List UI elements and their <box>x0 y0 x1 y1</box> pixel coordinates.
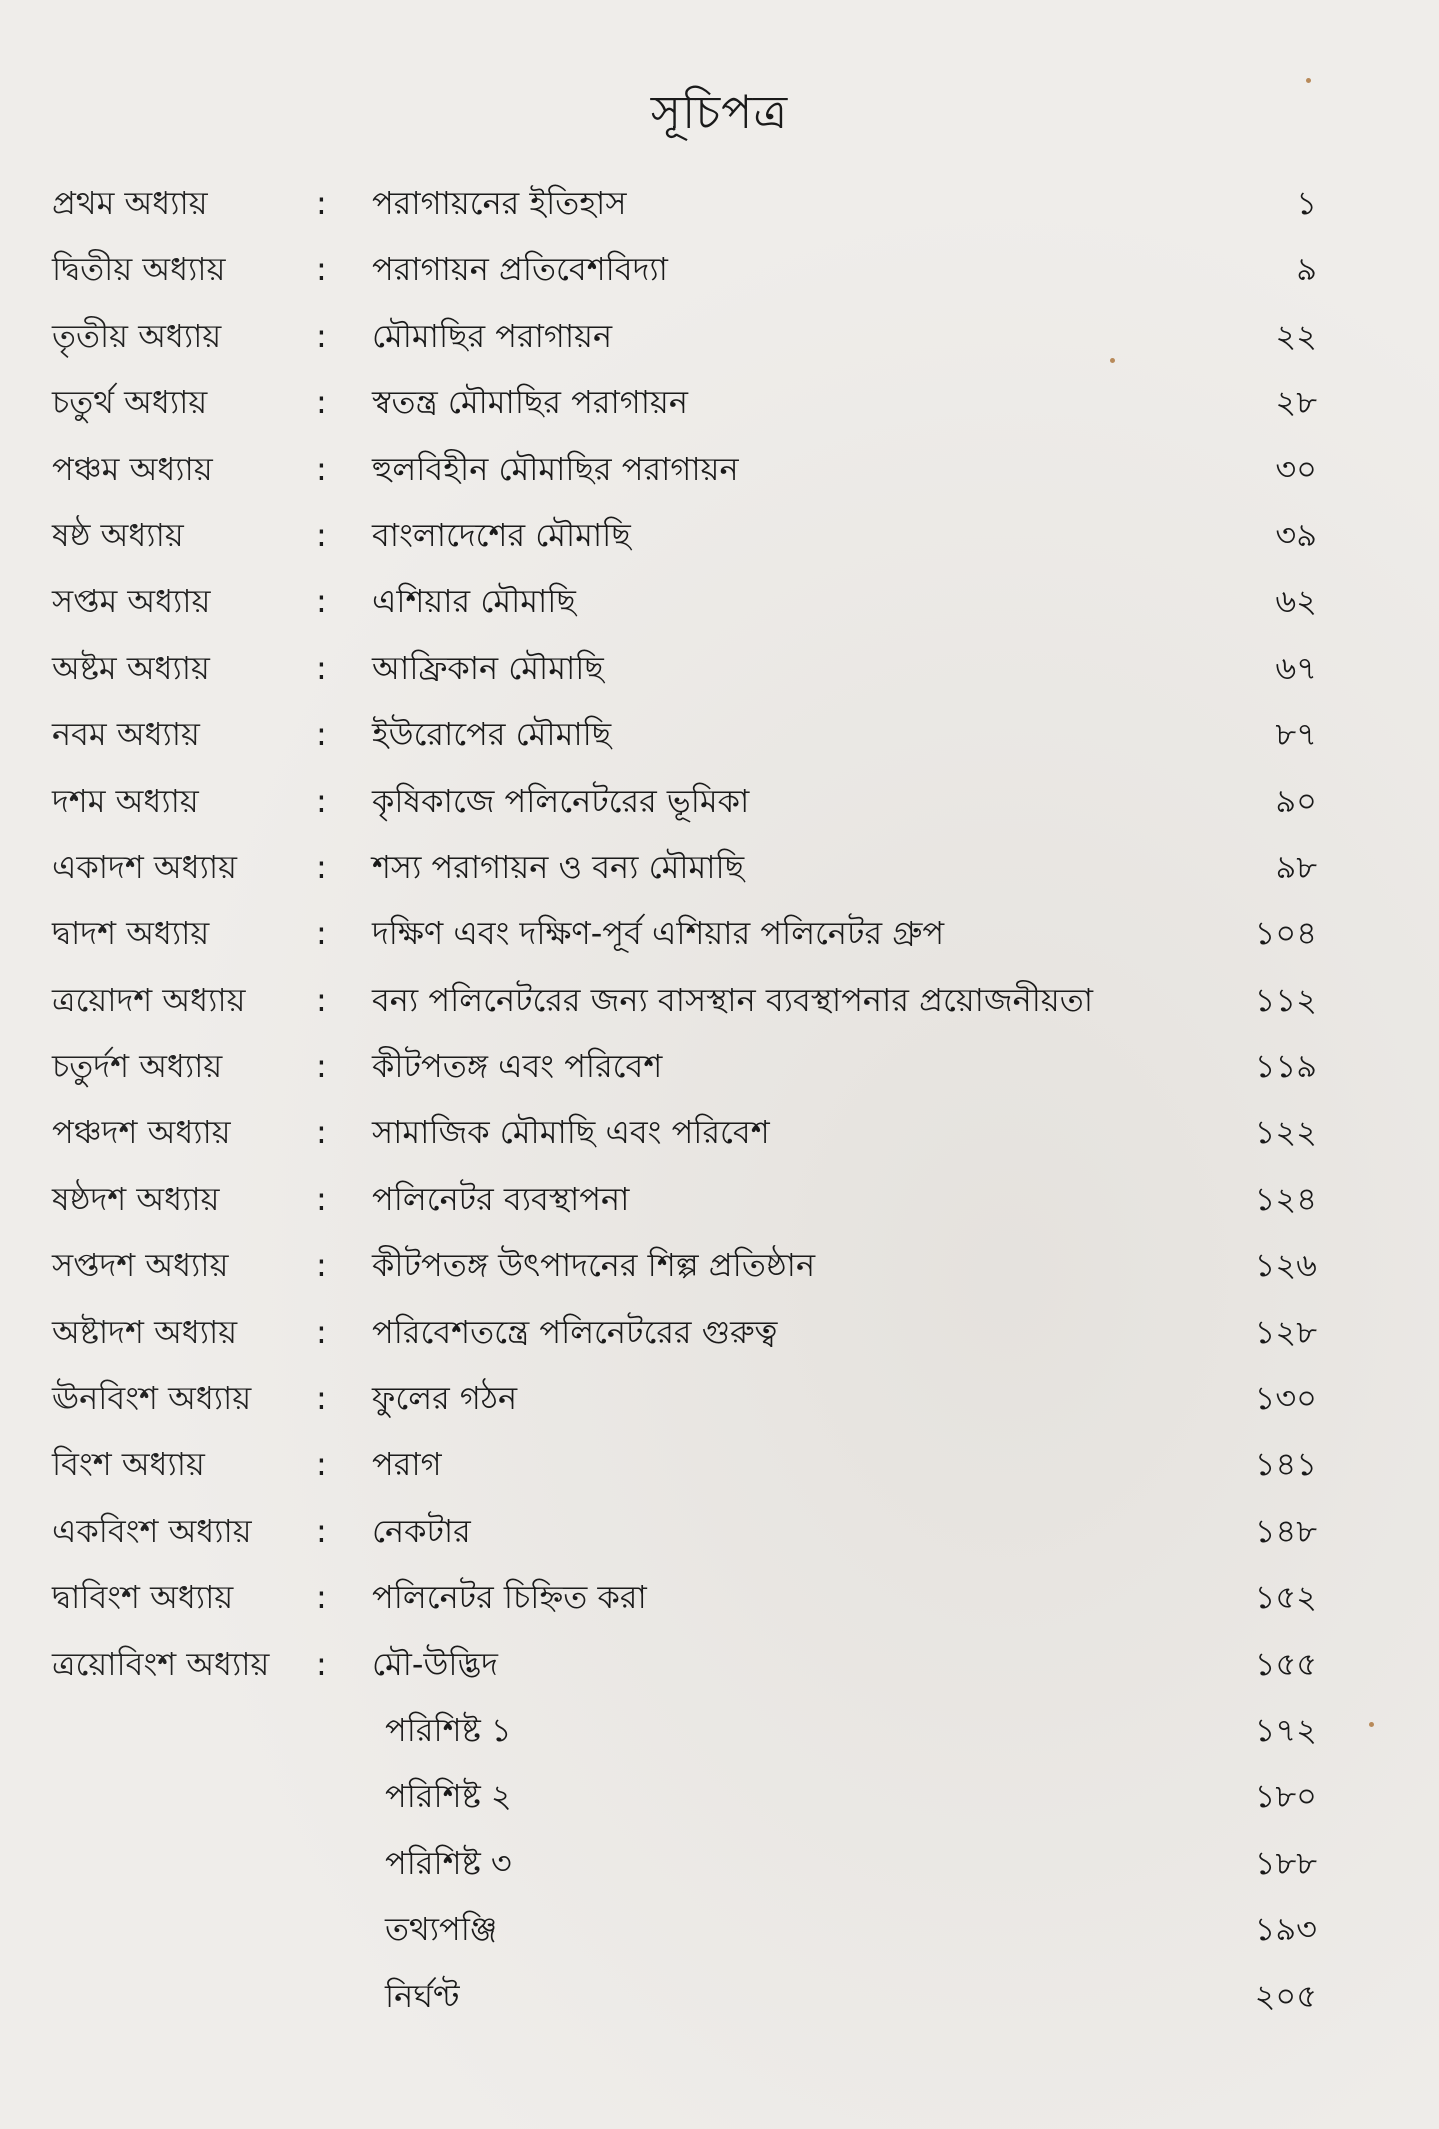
paper-speck <box>1110 358 1115 363</box>
page-number: ১৩০ <box>1254 1379 1317 1418</box>
toc-row <box>0 1498 1439 1564</box>
chapter-title: পলিনেটর চিহ্নিত করা <box>372 1578 647 1617</box>
toc-row <box>0 1431 1439 1497</box>
page-number: ৩০ <box>1275 449 1317 488</box>
separator-colon: : <box>316 1246 327 1285</box>
separator-colon: : <box>316 250 327 289</box>
page-title: সূচিপত্র <box>650 85 789 139</box>
toc-row <box>0 1232 1439 1298</box>
chapter-label: একবিংশ অধ্যায় <box>52 1511 252 1550</box>
chapter-label: ত্রয়োবিংশ অধ্যায় <box>52 1644 270 1683</box>
separator-colon: : <box>316 781 327 820</box>
chapter-title: ইউরোপের মৌমাছি <box>372 715 612 754</box>
toc-row <box>0 170 1439 236</box>
chapter-title: বাংলাদেশের মৌমাছি <box>372 515 631 554</box>
chapter-title: পরাগায়ন প্রতিবেশবিদ্যা <box>372 250 668 289</box>
chapter-label: একাদশ অধ্যায় <box>52 847 237 886</box>
toc-row <box>0 1631 1439 1697</box>
chapter-label: সপ্তদশ অধ্যায় <box>52 1246 229 1285</box>
page-number: ২৮ <box>1275 383 1317 422</box>
separator-colon: : <box>316 1179 327 1218</box>
chapter-title: এশিয়ার মৌমাছি <box>372 582 576 621</box>
table-of-contents <box>0 170 1439 2029</box>
chapter-title: স্বতন্ত্র মৌমাছির পরাগায়ন <box>372 383 688 422</box>
chapter-title: হুলবিহীন মৌমাছির পরাগায়ন <box>372 449 739 488</box>
page-number: ১৯৩ <box>1254 1910 1317 1949</box>
chapter-label: দ্বাবিংশ অধ্যায় <box>52 1578 234 1617</box>
toc-row <box>0 900 1439 966</box>
separator-colon: : <box>316 1047 327 1086</box>
separator-colon: : <box>316 1644 327 1683</box>
page-number: ১০৪ <box>1254 914 1317 953</box>
separator-colon: : <box>316 1511 327 1550</box>
toc-row <box>0 369 1439 435</box>
toc-row-appendix <box>0 1763 1439 1829</box>
chapter-label: অষ্টাদশ অধ্যায় <box>52 1312 238 1351</box>
chapter-label: দ্বাদশ অধ্যায় <box>52 914 210 953</box>
page-number: ৬৭ <box>1275 648 1317 687</box>
page-number: ১৫৫ <box>1254 1644 1317 1683</box>
page-number: ৯ <box>1296 250 1317 289</box>
separator-colon: : <box>316 383 327 422</box>
chapter-label: দ্বিতীয় অধ্যায় <box>52 250 226 289</box>
chapter-title: কৃষিকাজে পলিনেটরের ভূমিকা <box>372 781 750 820</box>
separator-colon: : <box>316 515 327 554</box>
page-number: ৩৯ <box>1275 515 1317 554</box>
chapter-title: পরিশিষ্ট ১ <box>385 1710 512 1749</box>
chapter-label: সপ্তম অধ্যায় <box>52 582 211 621</box>
chapter-title: পরিশিষ্ট ২ <box>385 1777 512 1816</box>
paper-speck <box>1306 78 1311 83</box>
toc-row-appendix <box>0 1963 1439 2029</box>
page-number: ১৪৮ <box>1254 1511 1317 1550</box>
separator-colon: : <box>316 184 327 222</box>
toc-row-appendix <box>0 1830 1439 1896</box>
page-number: ১ <box>1296 184 1317 222</box>
chapter-label: ষষ্ঠদশ অধ্যায় <box>52 1179 220 1218</box>
chapter-label: পঞ্চম অধ্যায় <box>52 449 213 488</box>
page-number: ১৮০ <box>1254 1777 1317 1816</box>
toc-row <box>0 635 1439 701</box>
page-number: ১৫২ <box>1254 1578 1317 1617</box>
toc-row <box>0 568 1439 634</box>
chapter-label: তৃতীয় অধ্যায় <box>52 316 222 355</box>
chapter-title: কীটপতঙ্গ এবং পরিবেশ <box>372 1047 663 1086</box>
separator-colon: : <box>316 582 327 621</box>
toc-row <box>0 701 1439 767</box>
separator-colon: : <box>316 847 327 886</box>
separator-colon: : <box>316 715 327 754</box>
separator-colon: : <box>316 1445 327 1484</box>
chapter-label: ত্রয়োদশ অধ্যায় <box>52 980 246 1019</box>
chapter-title: মৌমাছির পরাগায়ন <box>372 316 613 355</box>
separator-colon: : <box>316 1379 327 1418</box>
chapter-title: কীটপতঙ্গ উৎপাদনের শিল্প প্রতিষ্ঠান <box>372 1246 816 1285</box>
chapter-title: বন্য পলিনেটরের জন্য বাসস্থান ব্যবস্থাপনার প্রয়োজনীয়তা <box>372 980 1093 1019</box>
chapter-title: শস্য পরাগায়ন ও বন্য মৌমাছি <box>372 847 745 886</box>
chapter-label: চতুর্থ অধ্যায় <box>52 383 208 422</box>
chapter-title: দক্ষিণ এবং দক্ষিণ-পূর্ব এশিয়ার পলিনেটর গ্রুপ <box>372 914 945 953</box>
toc-row <box>0 1166 1439 1232</box>
page-number: ৬২ <box>1275 582 1317 621</box>
chapter-title: নির্ঘণ্ট <box>385 1976 460 2015</box>
toc-row <box>0 502 1439 568</box>
page-number: ১২২ <box>1254 1113 1317 1152</box>
page-number: ১৮৮ <box>1254 1843 1317 1882</box>
page-number: ১৪১ <box>1254 1445 1317 1484</box>
toc-row-appendix <box>0 1896 1439 1962</box>
toc-row <box>0 1033 1439 1099</box>
toc-row <box>0 1099 1439 1165</box>
chapter-label: ষষ্ঠ অধ্যায় <box>52 515 184 554</box>
page-number: ১২৬ <box>1254 1246 1317 1285</box>
separator-colon: : <box>316 914 327 953</box>
separator-colon: : <box>316 449 327 488</box>
toc-row <box>0 1299 1439 1365</box>
page-number: ১৭২ <box>1254 1710 1317 1749</box>
page-number: ২২ <box>1275 316 1317 355</box>
separator-colon: : <box>316 1312 327 1351</box>
chapter-title: পরিবেশতন্ত্রে পলিনেটরের গুরুত্ব <box>372 1312 778 1351</box>
toc-row <box>0 303 1439 369</box>
chapter-label: নবম অধ্যায় <box>52 715 200 754</box>
chapter-label: বিংশ অধ্যায় <box>52 1445 205 1484</box>
toc-row <box>0 436 1439 502</box>
chapter-label: পঞ্চদশ অধ্যায় <box>52 1113 231 1152</box>
toc-row <box>0 834 1439 900</box>
page-number: ৮৭ <box>1275 715 1317 754</box>
page-number: ৯০ <box>1275 781 1317 820</box>
page-number: ৯৮ <box>1275 847 1317 886</box>
page-number: ১২৪ <box>1254 1179 1317 1218</box>
separator-colon: : <box>316 1578 327 1617</box>
toc-row <box>0 967 1439 1033</box>
separator-colon: : <box>316 648 327 687</box>
page-number: ২০৫ <box>1254 1976 1317 2015</box>
page-number: ১১৯ <box>1254 1047 1317 1086</box>
chapter-title: ফুলের গঠন <box>372 1379 518 1418</box>
separator-colon: : <box>316 1113 327 1152</box>
chapter-title: সামাজিক মৌমাছি এবং পরিবেশ <box>372 1113 770 1152</box>
page-number: ১১২ <box>1254 980 1317 1019</box>
chapter-label: চতুর্দশ অধ্যায় <box>52 1047 223 1086</box>
toc-row <box>0 1564 1439 1630</box>
chapter-title: মৌ-উদ্ভিদ <box>372 1644 498 1683</box>
page-number: ১২৮ <box>1254 1312 1317 1351</box>
chapter-title: নেকটার <box>372 1511 471 1550</box>
chapter-label: অষ্টম অধ্যায় <box>52 648 210 687</box>
chapter-title: পরিশিষ্ট ৩ <box>385 1843 512 1882</box>
chapter-title: তথ্যপঞ্জি <box>385 1910 498 1949</box>
chapter-label: দশম অধ্যায় <box>52 781 199 820</box>
toc-row <box>0 236 1439 302</box>
separator-colon: : <box>316 980 327 1019</box>
toc-row <box>0 768 1439 834</box>
chapter-title: আফ্রিকান মৌমাছি <box>372 648 604 687</box>
chapter-title: পলিনেটর ব্যবস্থাপনা <box>372 1179 630 1218</box>
chapter-title: পরাগ <box>372 1445 442 1484</box>
toc-row-appendix <box>0 1697 1439 1763</box>
chapter-label: ঊনবিংশ অধ্যায় <box>52 1379 252 1418</box>
toc-row <box>0 1365 1439 1431</box>
paper-speck <box>1369 1722 1374 1727</box>
chapter-label: প্রথম অধ্যায় <box>52 184 208 222</box>
chapter-title: পরাগায়নের ইতিহাস <box>372 184 627 222</box>
separator-colon: : <box>316 316 327 355</box>
